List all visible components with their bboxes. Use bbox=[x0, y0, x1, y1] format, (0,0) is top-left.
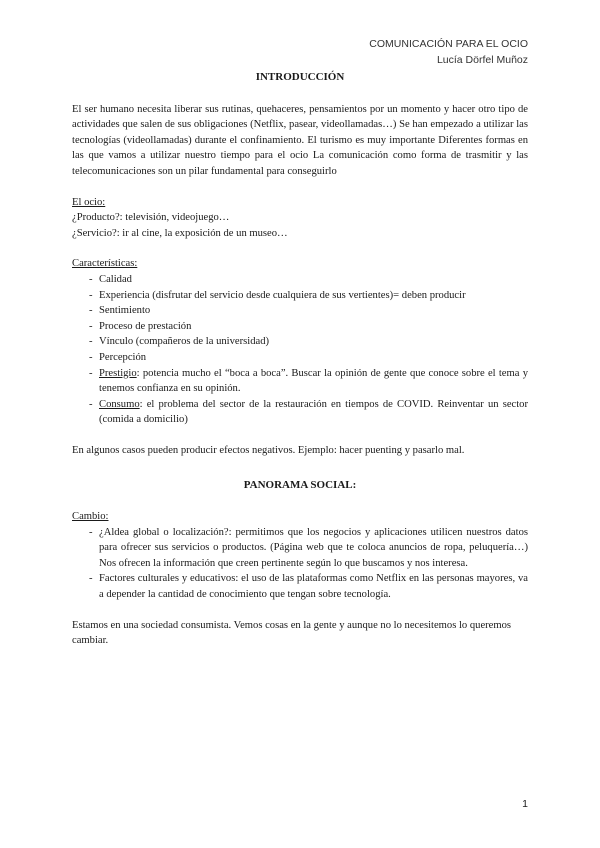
negativos-paragraph: En algunos casos pueden producir efectos negativos. Ejemplo: hacer puenting y pasarlo mal. bbox=[72, 444, 465, 456]
conclusion-paragraph: Estamos en una sociedad consumista. Vemos cosas en la gente y aunque no lo necesitemos lo queremos cambiar. bbox=[72, 619, 512, 647]
consumo-term: Consumo bbox=[99, 398, 140, 410]
intro-paragraph: El ser humano necesita liberar sus rutinas, quehaceres, pensamientos por un momento y hacer otro tipo de actividades que salen de sus obligaciones (Netflix, pasear, videollamadas…) Se han empezado a utilizar las tecnologías (videollamadas) durante el confinamiento. El turismo es muy importante Diferentes formas en las que vamos a utilizar nuestro tiempo para el ocio La comunicación como forma de trasmitir y las telecomunicaciones son un pilar fundamental para conseguirlo bbox=[72, 103, 528, 177]
cambio-list bbox=[72, 525, 528, 603]
prestigio-text: : potencia mucho el “boca a boca”. Buscar la opinión de gente que conoce sobre el tema y tenemos confianza en su opinión. bbox=[99, 367, 528, 395]
page-number: 1 bbox=[522, 798, 528, 810]
cambio-label: Cambio: bbox=[72, 511, 109, 523]
list-item: - ¿Aldea global o localización?: permitimos que los negocios y aplicaciones utilicen nuestros datos para ofrecer sus servicios o productos. (Página web que te coloca anuncios de ropa, peluquería…) Nos ofrecen la información que creen pertinente según lo que buscamos y nos interesa. bbox=[72, 525, 528, 572]
list-item: - Calidad bbox=[72, 272, 528, 288]
caracteristicas-label: Características: bbox=[72, 258, 138, 270]
document-body bbox=[72, 70, 528, 649]
consumo-text: : el problema del sector de la restauración en tiempos de COVID. Reinventar un sector (comida a domicilio) bbox=[99, 398, 528, 426]
list-item-consumo bbox=[72, 397, 528, 428]
section-title-introduccion: INTRODUCCIÓN bbox=[255, 71, 345, 83]
list-item: - Proceso de prestación bbox=[72, 319, 528, 335]
list-item-prestigio bbox=[72, 366, 528, 397]
list-item: - Sentimiento bbox=[72, 303, 528, 319]
ocio-label: El ocio: bbox=[72, 196, 106, 208]
ocio-servicio: ¿Servicio?: ir al cine, la exposición de un museo… bbox=[72, 227, 288, 239]
list-item: - Percepción bbox=[72, 350, 528, 366]
caracteristicas-list bbox=[72, 272, 528, 428]
list-item: - Vínculo (compañeros de la universidad) bbox=[72, 334, 528, 350]
course-title: COMUNICACIÓN PARA EL OCIO bbox=[369, 38, 528, 50]
list-item: - Experiencia (disfrutar del servicio desde cualquiera de sus vertientes)= deben producir bbox=[72, 288, 528, 304]
section-title-panorama: PANORAMA SOCIAL: bbox=[243, 479, 357, 492]
author-name: Lucía Dörfel Muñoz bbox=[436, 54, 528, 66]
list-item: - Factores culturales y educativos: el uso de las plataformas como Netflix en las personas mayores, va a depender la cantidad de conocimiento que tengan sobre tecnología. bbox=[72, 571, 528, 602]
ocio-producto: ¿Producto?: televisión, videojuego… bbox=[72, 212, 230, 224]
page-header bbox=[369, 36, 528, 68]
prestigio-term: Prestigio bbox=[99, 367, 137, 379]
